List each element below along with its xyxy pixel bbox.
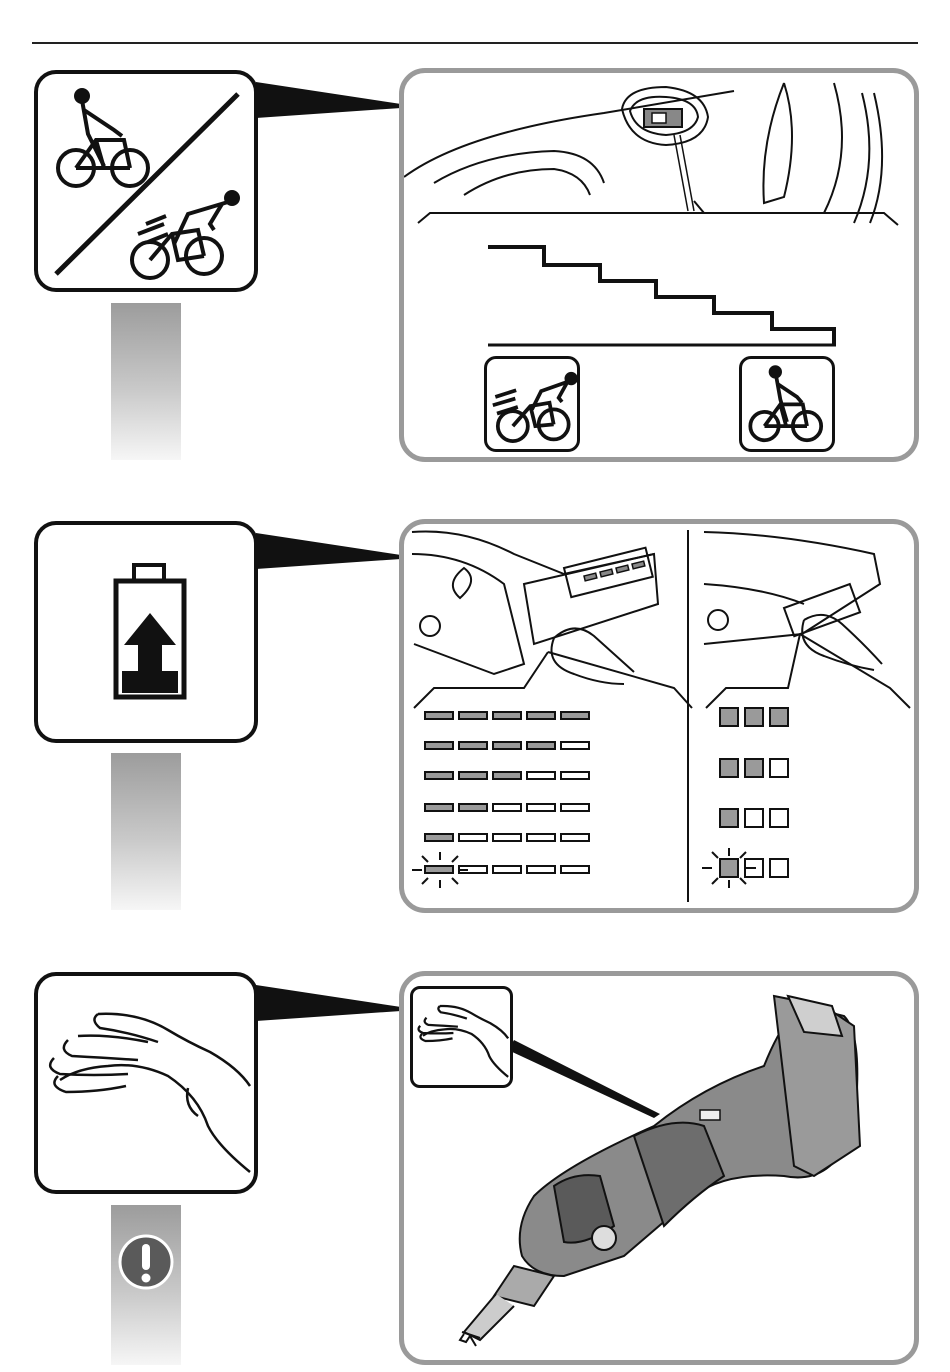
led-square [719, 758, 739, 778]
led-segment [492, 771, 522, 780]
flow-bar-2 [111, 753, 181, 910]
led-segment [424, 833, 454, 842]
speed-detail-panel [399, 68, 919, 462]
led3-row-2 [719, 758, 789, 778]
led-square [744, 808, 764, 828]
led-row-5-1 [424, 833, 590, 842]
grip-hand-mini [410, 986, 513, 1088]
led-segment [492, 741, 522, 750]
slow-cyclist-icon [742, 359, 832, 449]
led-segment [458, 771, 488, 780]
tool-body-illustration [404, 73, 914, 457]
led-segment [526, 833, 556, 842]
led-segment [560, 771, 590, 780]
led-segment [560, 833, 590, 842]
led-segment [492, 711, 522, 720]
led-segment [424, 741, 454, 750]
led-segment [526, 771, 556, 780]
led-square [719, 808, 739, 828]
led-segment [492, 833, 522, 842]
led-row-5-5 [424, 711, 590, 720]
led-segment [458, 741, 488, 750]
led-square [744, 707, 764, 727]
battery-charge-icon [38, 525, 254, 739]
hand-grip-icon [38, 976, 254, 1190]
blink-rays-icon [410, 850, 470, 890]
fast-cyclist-icon [487, 359, 577, 449]
led-row-5-4 [424, 741, 590, 750]
no-fast-cycling-sign [34, 70, 258, 292]
callout-wedge-3 [256, 985, 401, 1021]
led-segment [526, 865, 556, 874]
led-segment [492, 803, 522, 812]
led-segment [492, 865, 522, 874]
led3-row-3 [719, 707, 789, 727]
led-segment [458, 803, 488, 812]
led-segment [424, 771, 454, 780]
led-square [769, 707, 789, 727]
led-segment [424, 803, 454, 812]
led-square [769, 858, 789, 878]
top-rule [32, 42, 918, 44]
blink-rays-icon [700, 846, 760, 890]
speed-stairs [488, 247, 834, 345]
led-segment [526, 803, 556, 812]
slow-speed-symbol [739, 356, 835, 452]
led-segment [560, 711, 590, 720]
led-segment [560, 865, 590, 874]
led-square [769, 808, 789, 828]
callout-wedge-2 [256, 533, 401, 569]
led-segment [526, 741, 556, 750]
hand-grip-icon [413, 989, 510, 1085]
led-square [744, 758, 764, 778]
no-fast-cycling-icon [38, 74, 254, 288]
fast-speed-symbol [484, 356, 580, 452]
hand-grip-sign [34, 972, 258, 1194]
led3-row-1 [719, 808, 789, 828]
led-square [769, 758, 789, 778]
flow-bar-1 [111, 303, 181, 460]
led-segment [424, 711, 454, 720]
led-square [719, 707, 739, 727]
led-segment [560, 803, 590, 812]
led-segment [458, 711, 488, 720]
led-segment [526, 711, 556, 720]
exclamation-icon [118, 1234, 174, 1290]
battery-sign [34, 521, 258, 743]
callout-wedge-1 [256, 82, 401, 118]
led-segment [560, 741, 590, 750]
led-segment [458, 833, 488, 842]
led-row-5-2 [424, 803, 590, 812]
led-row-5-3 [424, 771, 590, 780]
